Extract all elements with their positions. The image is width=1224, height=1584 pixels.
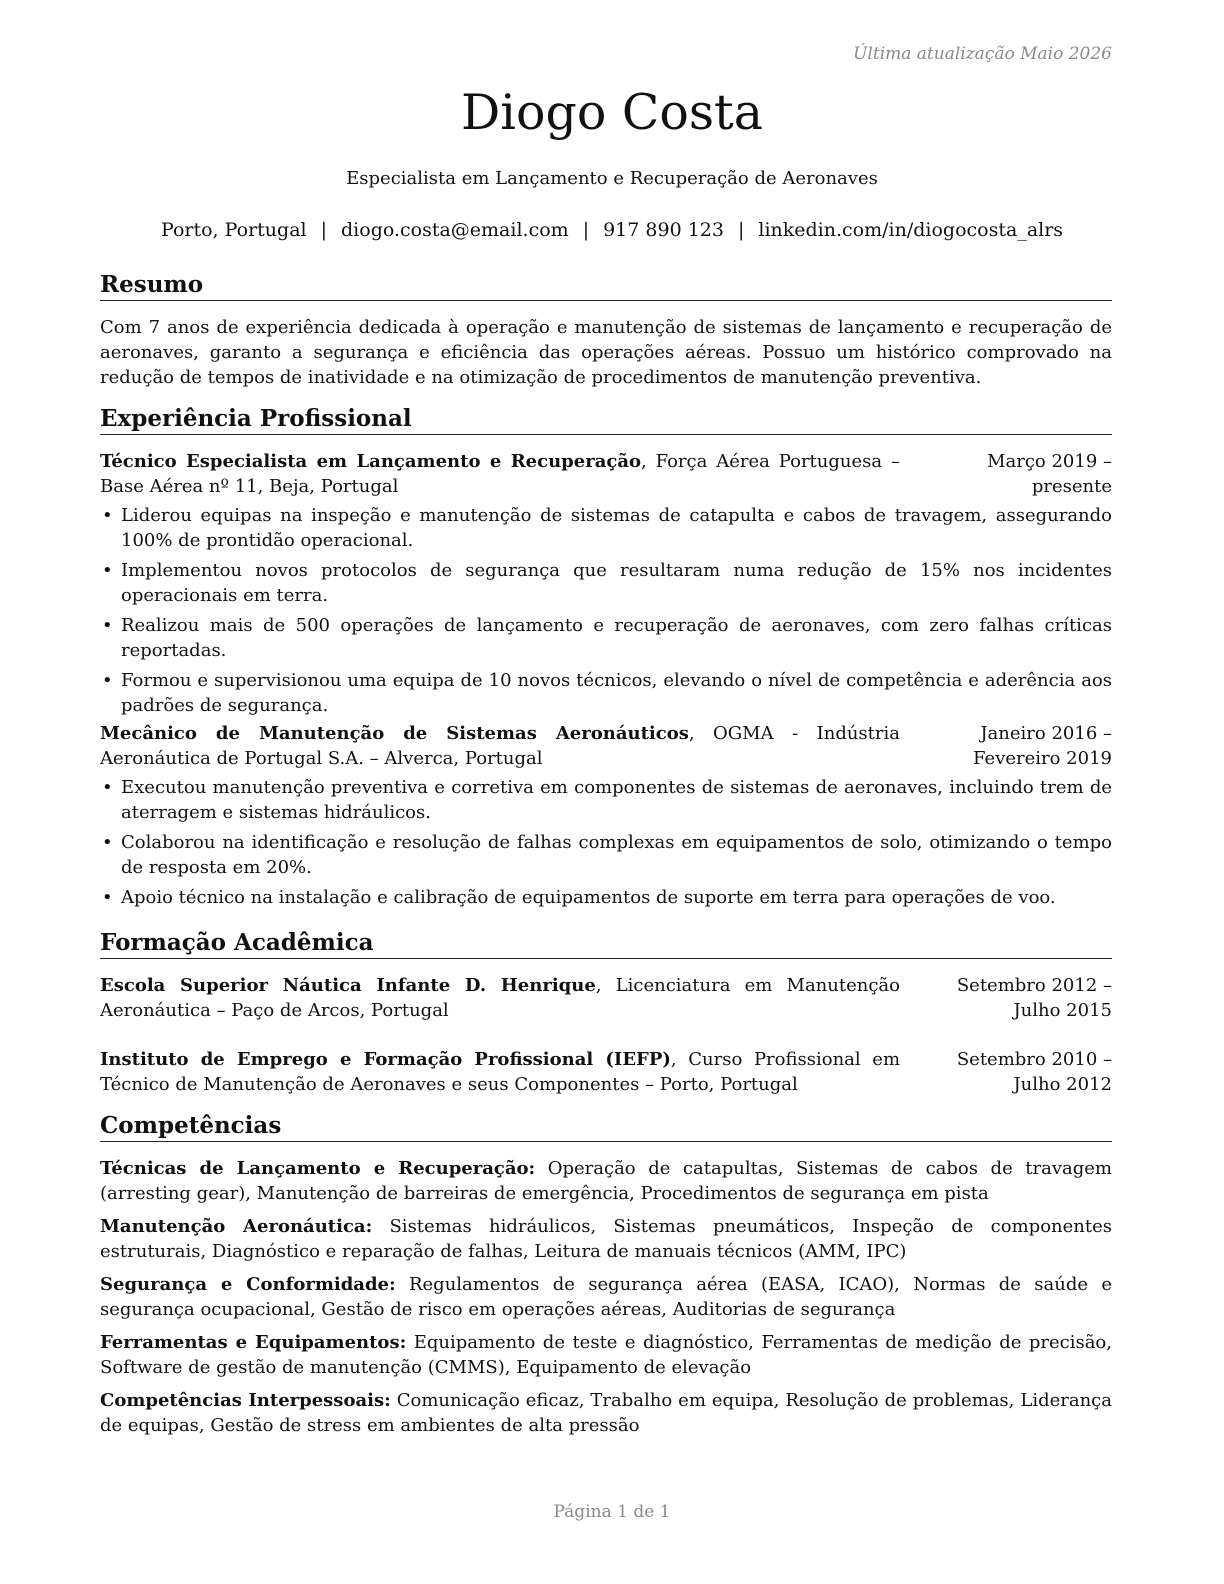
education-header bbox=[100, 973, 1112, 1023]
job-position bbox=[100, 449, 900, 499]
education-entry-2 bbox=[100, 1047, 1112, 1097]
skill-label: Técnicas de Lançamento e Recuperação: bbox=[100, 1158, 536, 1179]
job-bullet: • Colaborou na identificação e resolução de falhas complexas em equipamentos de solo, otimizando o tempo de resposta em 20%. bbox=[100, 830, 1112, 880]
summary-heading: Resumo bbox=[100, 270, 1112, 301]
skill-label: Ferramentas e Equipamentos: bbox=[100, 1332, 407, 1353]
education-school: Escola Superior Náutica Infante D. Henrique bbox=[100, 975, 596, 996]
skill-label: Segurança e Conformidade: bbox=[100, 1274, 396, 1295]
education-dates: Setembro 2012 – Julho 2015 bbox=[956, 975, 1112, 1021]
job-position bbox=[100, 721, 900, 771]
contact-email[interactable]: diogo.costa@email.com bbox=[341, 219, 569, 241]
skill-item bbox=[100, 1330, 1112, 1380]
skill-text: Regulamentos de segurança aérea (EASA, ICAO), Normas de saúde e segurança ocupacional, Gestão de risco em operações aéreas, Auditorias de segurança bbox=[100, 1274, 1112, 1320]
education-detail: , Curso Profissional em Técnico de Manutenção de Aeronaves e seus Componentes – Porto, Portugal bbox=[100, 1049, 901, 1095]
education-school: Instituto de Emprego e Formação Profissional (IEFP) bbox=[100, 1049, 671, 1070]
job-role: Mecânico de Manutenção de Sistemas Aeronáuticos bbox=[100, 723, 689, 744]
contact-location: Porto, Portugal bbox=[160, 219, 307, 241]
job-bullets bbox=[100, 775, 1112, 910]
job-bullet: • Liderou equipas na inspeção e manutenção de sistemas de catapulta e cabos de travagem, assegurando 100% de prontidão operacional. bbox=[100, 503, 1112, 553]
job-bullets bbox=[100, 503, 1112, 718]
education-entry-1 bbox=[100, 973, 1112, 1023]
contact-separator: | bbox=[737, 219, 745, 241]
skill-item bbox=[100, 1388, 1112, 1438]
education-detail: , Licenciatura em Manutenção Aeronáutica – Paço de Arcos, Portugal bbox=[100, 975, 900, 1021]
education-header bbox=[100, 1047, 1112, 1097]
job-bullet: • Executou manutenção preventiva e corretiva em componentes de sistemas de aeronaves, incluindo trem de aterragem e sistemas hidráulicos. bbox=[100, 775, 1112, 825]
skill-label: Manutenção Aeronáutica: bbox=[100, 1216, 373, 1237]
education-dates: Setembro 2010 – Julho 2012 bbox=[956, 1049, 1112, 1095]
education-heading: Formação Acadêmica bbox=[100, 928, 1112, 959]
skill-text: Equipamento de teste e diagnóstico, Ferramentas de medição de precisão, Software de gestão de manutenção (CMMS), Equipamento de elevação bbox=[100, 1332, 1112, 1378]
education-institution bbox=[100, 1047, 900, 1097]
job-header bbox=[100, 449, 1112, 499]
experience-heading: Experiência Profissional bbox=[100, 404, 1112, 435]
education-institution bbox=[100, 973, 900, 1023]
candidate-title: Especialista em Lançamento e Recuperação de Aeronaves bbox=[346, 168, 878, 189]
skills-heading: Competências bbox=[100, 1111, 1112, 1142]
job-bullet: • Formou e supervisionou uma equipa de 10 novos técnicos, elevando o nível de competência e aderência aos padrões de segurança. bbox=[100, 668, 1112, 718]
skill-item bbox=[100, 1272, 1112, 1322]
skill-text: Sistemas hidráulicos, Sistemas pneumáticos, Inspeção de componentes estruturais, Diagnóstico e reparação de falhas, Leitura de manuais técnicos (AMM, IPC) bbox=[100, 1216, 1112, 1262]
skill-label: Competências Interpessoais: bbox=[100, 1390, 391, 1411]
job-entry-2 bbox=[100, 721, 1112, 915]
skill-item bbox=[100, 1214, 1112, 1264]
skills-list bbox=[100, 1156, 1112, 1446]
contact-separator: | bbox=[582, 219, 590, 241]
skill-item bbox=[100, 1156, 1112, 1206]
job-bullet: • Realizou mais de 500 operações de lançamento e recuperação de aeronaves, com zero falhas críticas reportadas. bbox=[100, 613, 1112, 663]
candidate-name: Diogo Costa bbox=[461, 84, 763, 141]
job-bullet: • Apoio técnico na instalação e calibração de equipamentos de suporte em terra para operações de voo. bbox=[100, 885, 1112, 910]
last-updated: Última atualização Maio 2026 bbox=[853, 44, 1112, 64]
summary-text: Com 7 anos de experiência dedicada à operação e manutenção de sistemas de lançamento e recuperação de aeronaves, garanto a segurança e eficiência das operações aéreas. Possuo um histórico comprovado na redução de tempos de inatividade e na otimização de procedimentos de manutenção preventiva. bbox=[100, 317, 1112, 388]
page-number: Página 1 de 1 bbox=[553, 1502, 671, 1522]
job-dates: Janeiro 2016 – Fevereiro 2019 bbox=[973, 723, 1112, 769]
job-organization: , OGMA - Indústria Aeronáutica de Portugal S.A. – Alverca, Portugal bbox=[100, 723, 900, 769]
job-dates: Março 2019 – presente bbox=[987, 451, 1112, 497]
contact-line bbox=[0, 219, 1224, 241]
contact-separator: | bbox=[320, 219, 328, 241]
skill-text: Operação de catapultas, Sistemas de cabos de travagem (arresting gear), Manutenção de barreiras de emergência, Procedimentos de segurança em pista bbox=[100, 1158, 1112, 1204]
job-role: Técnico Especialista em Lançamento e Recuperação bbox=[100, 451, 641, 472]
contact-linkedin[interactable]: linkedin.com/in/diogocosta_alrs bbox=[758, 219, 1064, 241]
job-header bbox=[100, 721, 1112, 771]
contact-phone: 917 890 123 bbox=[603, 219, 724, 241]
job-entry-1 bbox=[100, 449, 1112, 723]
job-bullet: • Implementou novos protocolos de segurança que resultaram numa redução de 15% nos incidentes operacionais em terra. bbox=[100, 558, 1112, 608]
job-organization: , Força Aérea Portuguesa – Base Aérea nº 11, Beja, Portugal bbox=[100, 451, 900, 497]
skill-text: Comunicação eficaz, Trabalho em equipa, Resolução de problemas, Liderança de equipas, Gestão de stress em ambientes de alta pressão bbox=[100, 1390, 1112, 1436]
